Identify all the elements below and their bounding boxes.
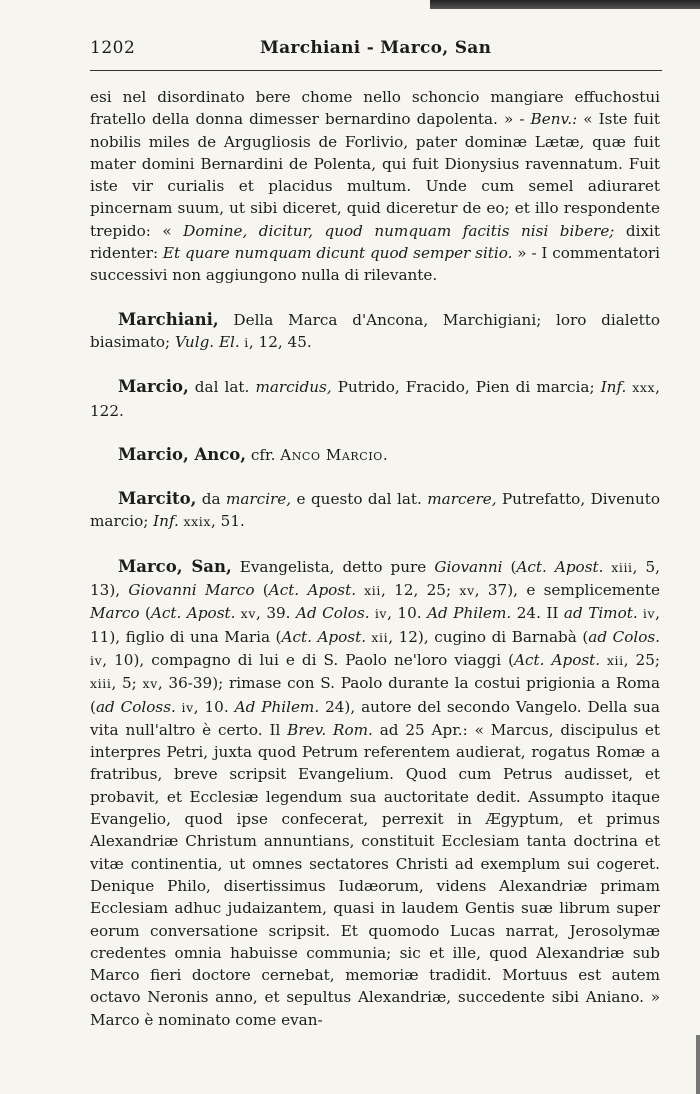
text-run: , 5; xyxy=(111,674,143,693)
text-run: , 51. xyxy=(211,512,245,531)
text-run: , 11), figlio di una Maria ( xyxy=(90,604,660,646)
citation: Ad Philem. xyxy=(234,697,320,716)
roman-numeral: xv xyxy=(235,606,256,622)
text-run: , 10. xyxy=(387,604,428,623)
roman-numeral: iv xyxy=(637,606,656,622)
text-run: , 12), cugino di Barnabà ( xyxy=(388,627,589,646)
text-run: , 12, 45. xyxy=(248,332,312,351)
page-header xyxy=(90,38,660,68)
entry-marchiani xyxy=(90,309,660,355)
headword: Marcito, xyxy=(118,489,197,509)
text-run: , 10. xyxy=(193,697,235,716)
citation: Inf. xyxy=(600,378,627,397)
citation: Ad Philem. xyxy=(427,604,512,623)
roman-numeral: xv xyxy=(459,583,475,599)
text-run: , 10), compagno di lui e di S. Paolo ne'loro viaggi ( xyxy=(102,650,515,669)
citation: Brev. Rom. xyxy=(287,720,373,739)
roman-numeral: iv xyxy=(175,699,194,715)
text-run: 24), autore del secondo Vangelo. Della sua vita null'altro è certo. Il xyxy=(90,697,660,739)
page-number: 1202 xyxy=(90,38,136,58)
roman-numeral: i xyxy=(239,334,249,350)
text-run: » - I commentatori successivi non aggiungono nulla di rilevante. xyxy=(90,244,660,285)
text-run: , 25; xyxy=(623,650,660,669)
cross-reference: Anco Marcio xyxy=(280,445,383,464)
page-body xyxy=(90,86,660,1031)
text-run: Evangelista, detto pure xyxy=(231,557,435,576)
text-run: e questo dal lat. xyxy=(291,490,428,509)
continuation-paragraph xyxy=(90,86,660,287)
text-run: dixit ridenter: xyxy=(90,221,660,263)
roman-numeral: xxix xyxy=(178,514,211,530)
entry-marcio xyxy=(90,376,660,422)
name-italic: Giovanni Marco xyxy=(128,581,255,600)
roman-numeral: xii xyxy=(600,652,624,668)
quote-italic: Domine, dicitur, quod numquam facitis nisi bibere; xyxy=(183,221,615,240)
text-run: ad 25 Apr.: « Marcus, discipulus et interpres Petri, juxta quod Petrum referentem audierat, rogatus Romæ a fratribus, breve scripsit Evangelium. Quod cum Petrus audisset, et probavit, et Ecclesiæ legendum sua auctoritate dedit. Assumpto itaque Evangelio, quod ipse confecerat, perrexit in Ægyptum, et primus Alexandriæ Christum annuntians, constituit Ecclesiam tanta doctrina et vitæ continentia, ut omnes sectatores Christi ad exemplum sui cogeret. Denique Philo, disertissimus Iudæorum, videns Alexandriæ primam Ecclesiam adhuc judaizantem, quasi in laudem Gentis suæ librum super eorum conversatione scripsit. Et quomodo Lucas narrat, Jerosolymæ credentes omnia habuisse communia; sic et ille, quod Alexandriæ sub Marco fieri doctore cernebat, memoriæ tradidit. Mortuus est autem octavo Neronis anno, et sepultus Alexandriæ, succedente sibi Aniano. » Marco è nominato come evan- xyxy=(90,720,660,1029)
latin-term: marcire, xyxy=(225,490,292,509)
text-run: Della Marca d'Ancona, Marchigiani; loro dialetto biasimato; xyxy=(90,310,660,351)
scan-edge-right xyxy=(696,1035,700,1094)
text-run: Putrefatto, Divenuto marcio; xyxy=(90,490,660,531)
headword: Marcio, xyxy=(118,377,189,397)
citation: Ad Colos. xyxy=(295,604,370,623)
roman-numeral: iv xyxy=(369,606,388,622)
citation: Act. Apost. xyxy=(150,604,236,623)
text-run: ( xyxy=(254,581,269,600)
entry-marcito xyxy=(90,488,660,534)
text-run: Putrido, Fracido, Pien di marcia; xyxy=(331,378,601,397)
header-rule xyxy=(90,70,662,71)
text-run: « Iste fuit nobilis miles de Argugliosis de Forlivio, pater dominæ Lætæ, quæ fuit mater domini Bernardini de Polenta, qui fuit Dionysius ravennatum. Fuit iste vir curialis et placidus multum. Unde cum semel adiuraret pincernam suum, ut sibi diceret, quid diceretur de eo; et illo respondente trepido: « xyxy=(90,110,660,240)
text-run: da xyxy=(196,490,226,509)
text-run: , 5, 13), xyxy=(90,557,660,600)
running-head: Marchiani - Marco, San xyxy=(260,38,492,58)
text-run: dal lat. xyxy=(188,378,256,397)
text-run: , 39. xyxy=(255,604,296,623)
roman-numeral: xiii xyxy=(603,559,633,575)
citation: Act. Apost. xyxy=(516,557,604,576)
name-italic: Marco xyxy=(90,604,140,623)
citation: ad Coloss. xyxy=(95,697,176,716)
roman-numeral: xii xyxy=(366,629,389,645)
name-italic: Giovanni xyxy=(434,557,503,576)
quote-italic: Et quare numquam dicunt quod semper sitio. xyxy=(162,244,513,263)
citation: Act. Apost. xyxy=(514,650,601,669)
text-run: , 36-39); rimase con S. Paolo durante la costui prigionia a Roma ( xyxy=(90,674,660,716)
headword: Marco, San, xyxy=(118,556,232,576)
citation: Act. Apost. xyxy=(268,581,357,600)
headword: Marchiani, xyxy=(118,309,219,329)
text-run: , 37), e semplicemente xyxy=(474,581,661,600)
text-run: ( xyxy=(502,557,517,576)
roman-numeral: xii xyxy=(356,583,381,599)
text-run: . xyxy=(382,445,388,464)
latin-term: marcidus, xyxy=(255,378,332,397)
roman-numeral: iv xyxy=(90,652,103,668)
entry-marcio-anco xyxy=(90,444,660,466)
citation: Act. Apost. xyxy=(281,627,367,646)
roman-numeral: xv xyxy=(142,676,158,692)
roman-numeral: xxx xyxy=(626,380,656,396)
text-run: 24. II xyxy=(511,604,564,623)
citation: Benv.: xyxy=(530,110,578,129)
scan-edge-top xyxy=(430,0,700,9)
text-run: , 12, 25; xyxy=(380,581,460,600)
text-run: cfr. xyxy=(246,445,281,464)
text-run: esi nel disordinato bere chome nello schoncio mangiare effuchostui fratello della donna dimesser bernardino dapolenta. » - xyxy=(90,88,660,129)
citation: ad Colos. xyxy=(588,627,661,646)
entry-marco-san xyxy=(90,556,660,1031)
text-run: , 122. xyxy=(90,378,660,420)
citation: Inf. xyxy=(153,512,179,531)
citation: Vulg. El. xyxy=(174,332,240,351)
text-run: ( xyxy=(139,604,151,623)
latin-term: marcere, xyxy=(427,490,497,509)
headword: Marcio, Anco, xyxy=(118,444,247,464)
citation: ad Timot. xyxy=(563,604,638,623)
roman-numeral: xiii xyxy=(90,676,112,692)
